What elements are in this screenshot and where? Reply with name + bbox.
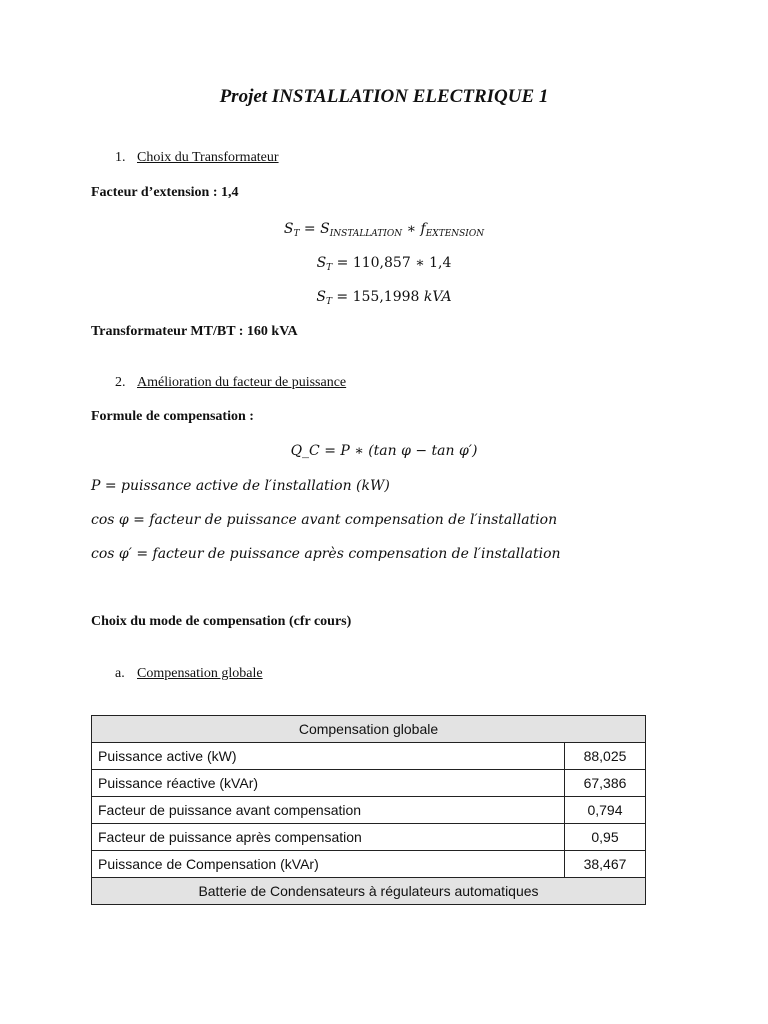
section-2-number: 2. [115, 375, 126, 390]
equation-st-formula: $S_T = S_{INSTALLATION}$ ∗ $f_{EXTENSION}$ [283, 221, 485, 239]
row-label: Puissance de Compensation (kVAr) [92, 851, 565, 878]
transformer-result: Transformateur MT/BT : 160 kVA [91, 324, 298, 339]
section-1-number: 1. [115, 150, 126, 165]
section-2-heading: Amélioration du facteur de puissance [137, 375, 347, 390]
table-header-row [92, 716, 646, 743]
definition-cos-phi-prime: cos φ′ = facteur de puissance après compensation de l′installation [91, 546, 561, 562]
row-label: Facteur de puissance avant compensation [92, 797, 565, 824]
definition-cos-phi: cos φ = facteur de puissance avant compensation de l′installation [91, 512, 558, 528]
extension-factor-line: Facteur d’extension : 1,4 [91, 185, 239, 200]
subsection-a-heading: Compensation globale [137, 666, 263, 681]
page-title: Projet INSTALLATION ELECTRIQUE 1 [219, 86, 549, 107]
definition-p: P = puissance active de l′installation (kW) [91, 478, 390, 494]
subsection-a-letter: a. [115, 666, 125, 681]
row-value: 88,025 [565, 743, 646, 770]
table-row [92, 797, 646, 824]
row-label: Puissance active (kW) [92, 743, 565, 770]
equation-st-calculation: $S_T = 110,857$ ∗ 1,4 [316, 255, 452, 273]
row-label: Puissance réactive (kVAr) [92, 770, 565, 797]
compensation-table [91, 715, 646, 905]
row-value: 38,467 [565, 851, 646, 878]
row-value: 67,386 [565, 770, 646, 797]
equation-st-result: $S_T = 155,1998$ kVA [316, 289, 452, 307]
table-row [92, 824, 646, 851]
row-value: 0,95 [565, 824, 646, 851]
compensation-formula: Q_C = P ∗ (tan φ − tan φ′) [290, 443, 478, 459]
section-1-heading: Choix du Transformateur [137, 150, 279, 165]
table-row [92, 851, 646, 878]
table-header: Compensation globale [92, 716, 646, 743]
mode-label: Choix du mode de compensation (cfr cours) [91, 614, 352, 629]
table-footer: Batterie de Condensateurs à régulateurs automatiques [92, 878, 646, 905]
table-row [92, 770, 646, 797]
row-label: Facteur de puissance après compensation [92, 824, 565, 851]
table-row [92, 743, 646, 770]
row-value: 0,794 [565, 797, 646, 824]
table-footer-row [92, 878, 646, 905]
formula-label: Formule de compensation : [91, 409, 254, 424]
